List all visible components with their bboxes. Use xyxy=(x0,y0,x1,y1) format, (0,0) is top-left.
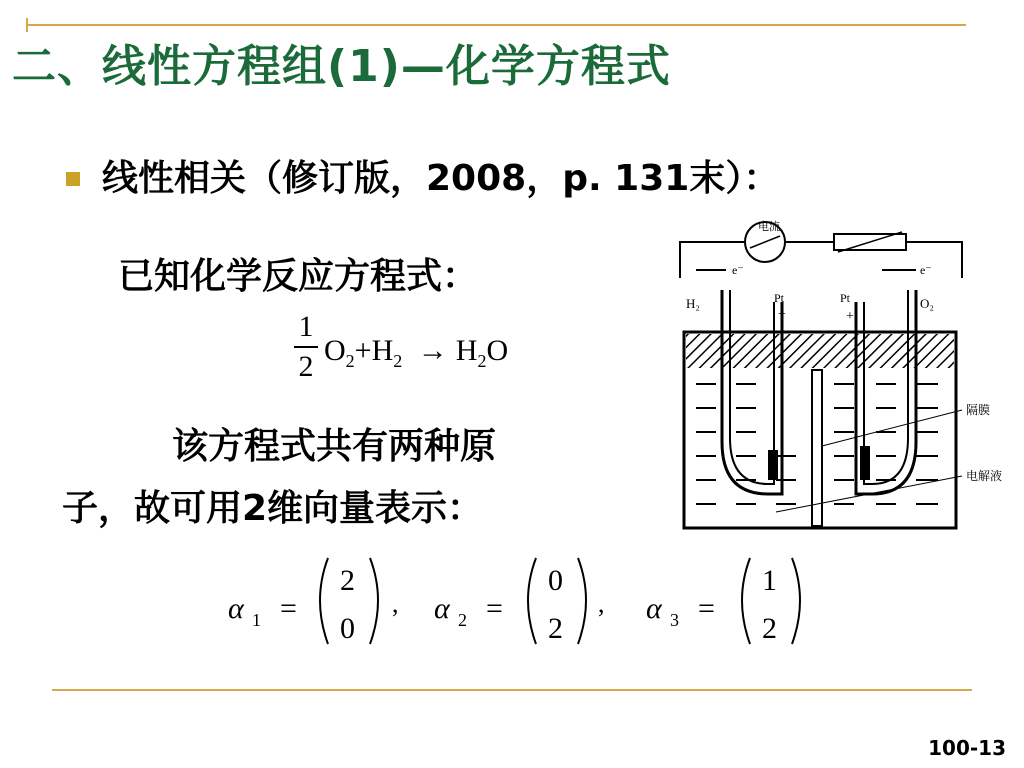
water-o-symbol: O xyxy=(486,334,509,367)
chemical-equation xyxy=(292,310,582,400)
water-h-symbol: H xyxy=(455,334,478,367)
bullet-marker xyxy=(66,172,80,186)
h2-symbol: H xyxy=(371,334,394,367)
right-paren xyxy=(578,558,586,644)
bottom-rule xyxy=(52,689,972,691)
pt-right-sign: + xyxy=(846,309,854,324)
water-subscript: 2 xyxy=(477,351,487,371)
vector-subscript: 2 xyxy=(458,610,467,630)
o2-symbol: O xyxy=(324,334,346,367)
o2-label: O₂ xyxy=(920,296,934,311)
fraction-numerator: 1 xyxy=(298,310,314,343)
h2-label: H₂ xyxy=(686,296,700,311)
fraction-bar xyxy=(294,346,318,348)
right-paren xyxy=(370,558,378,644)
vector-bottom: 0 xyxy=(340,612,355,645)
vector-top: 0 xyxy=(548,564,563,597)
pt-right-plate xyxy=(860,446,870,480)
fuel-cell-figure xyxy=(676,220,1016,532)
equation-body xyxy=(324,334,508,372)
vector-subscript: 3 xyxy=(670,610,679,630)
left-paren xyxy=(742,558,750,644)
vector-bottom: 2 xyxy=(548,612,563,645)
equals-sign: = xyxy=(280,592,297,625)
vector-symbol: α xyxy=(228,592,244,625)
vector-subscript: 1 xyxy=(252,610,261,630)
right-paren xyxy=(792,558,800,644)
vector-top: 1 xyxy=(762,564,777,597)
fraction xyxy=(294,310,318,384)
bullet-text: 线性相关（修订版，2008，p. 131末）： xyxy=(102,158,780,199)
membrane xyxy=(812,370,822,526)
atoms-text-line1: 该方程式共有两种原 xyxy=(172,426,497,467)
hatched-top-layer xyxy=(686,334,954,368)
pt-right-label: Pt xyxy=(840,291,851,305)
reaction-arrow: → xyxy=(417,334,448,367)
vector-symbol: α xyxy=(434,592,450,625)
meter-label: 电流 xyxy=(758,220,780,233)
vectors xyxy=(0,548,1024,658)
vector-alpha-1 xyxy=(228,558,399,645)
reaction-intro-text: 已知化学反应方程式： xyxy=(118,256,479,297)
equals-sign: = xyxy=(698,592,715,625)
plus-sign: + xyxy=(354,334,372,367)
fraction-denominator: 2 xyxy=(298,350,314,383)
left-paren xyxy=(528,558,536,644)
h2-subscript: 2 xyxy=(393,351,403,371)
vector-top: 2 xyxy=(340,564,355,597)
membrane-label: 隔膜 xyxy=(966,403,991,417)
pt-left-sign: − xyxy=(778,307,786,322)
vector-bottom: 2 xyxy=(762,612,777,645)
slide-title: 二、线性方程组(1)—化学方程式 xyxy=(12,41,671,92)
vector-separator: , xyxy=(598,589,605,618)
vector-symbol: α xyxy=(646,592,662,625)
left-paren xyxy=(320,558,328,644)
page-number: 100-13 xyxy=(928,736,1006,760)
vector-separator: , xyxy=(392,589,399,618)
o2-subscript: 2 xyxy=(345,351,355,371)
pt-left-label: Pt xyxy=(774,291,785,305)
top-rule xyxy=(26,24,966,26)
pt-left-plate xyxy=(768,450,778,480)
electron-label-right: e⁻ xyxy=(920,263,932,277)
electron-label-left: e⁻ xyxy=(732,263,744,277)
vector-alpha-2 xyxy=(434,558,605,645)
atoms-text-line2: 子，故可用2维向量表示： xyxy=(62,488,484,529)
equals-sign: = xyxy=(486,592,503,625)
vector-alpha-3 xyxy=(646,558,800,645)
electrolyte-label: 电解液 xyxy=(966,469,1003,483)
